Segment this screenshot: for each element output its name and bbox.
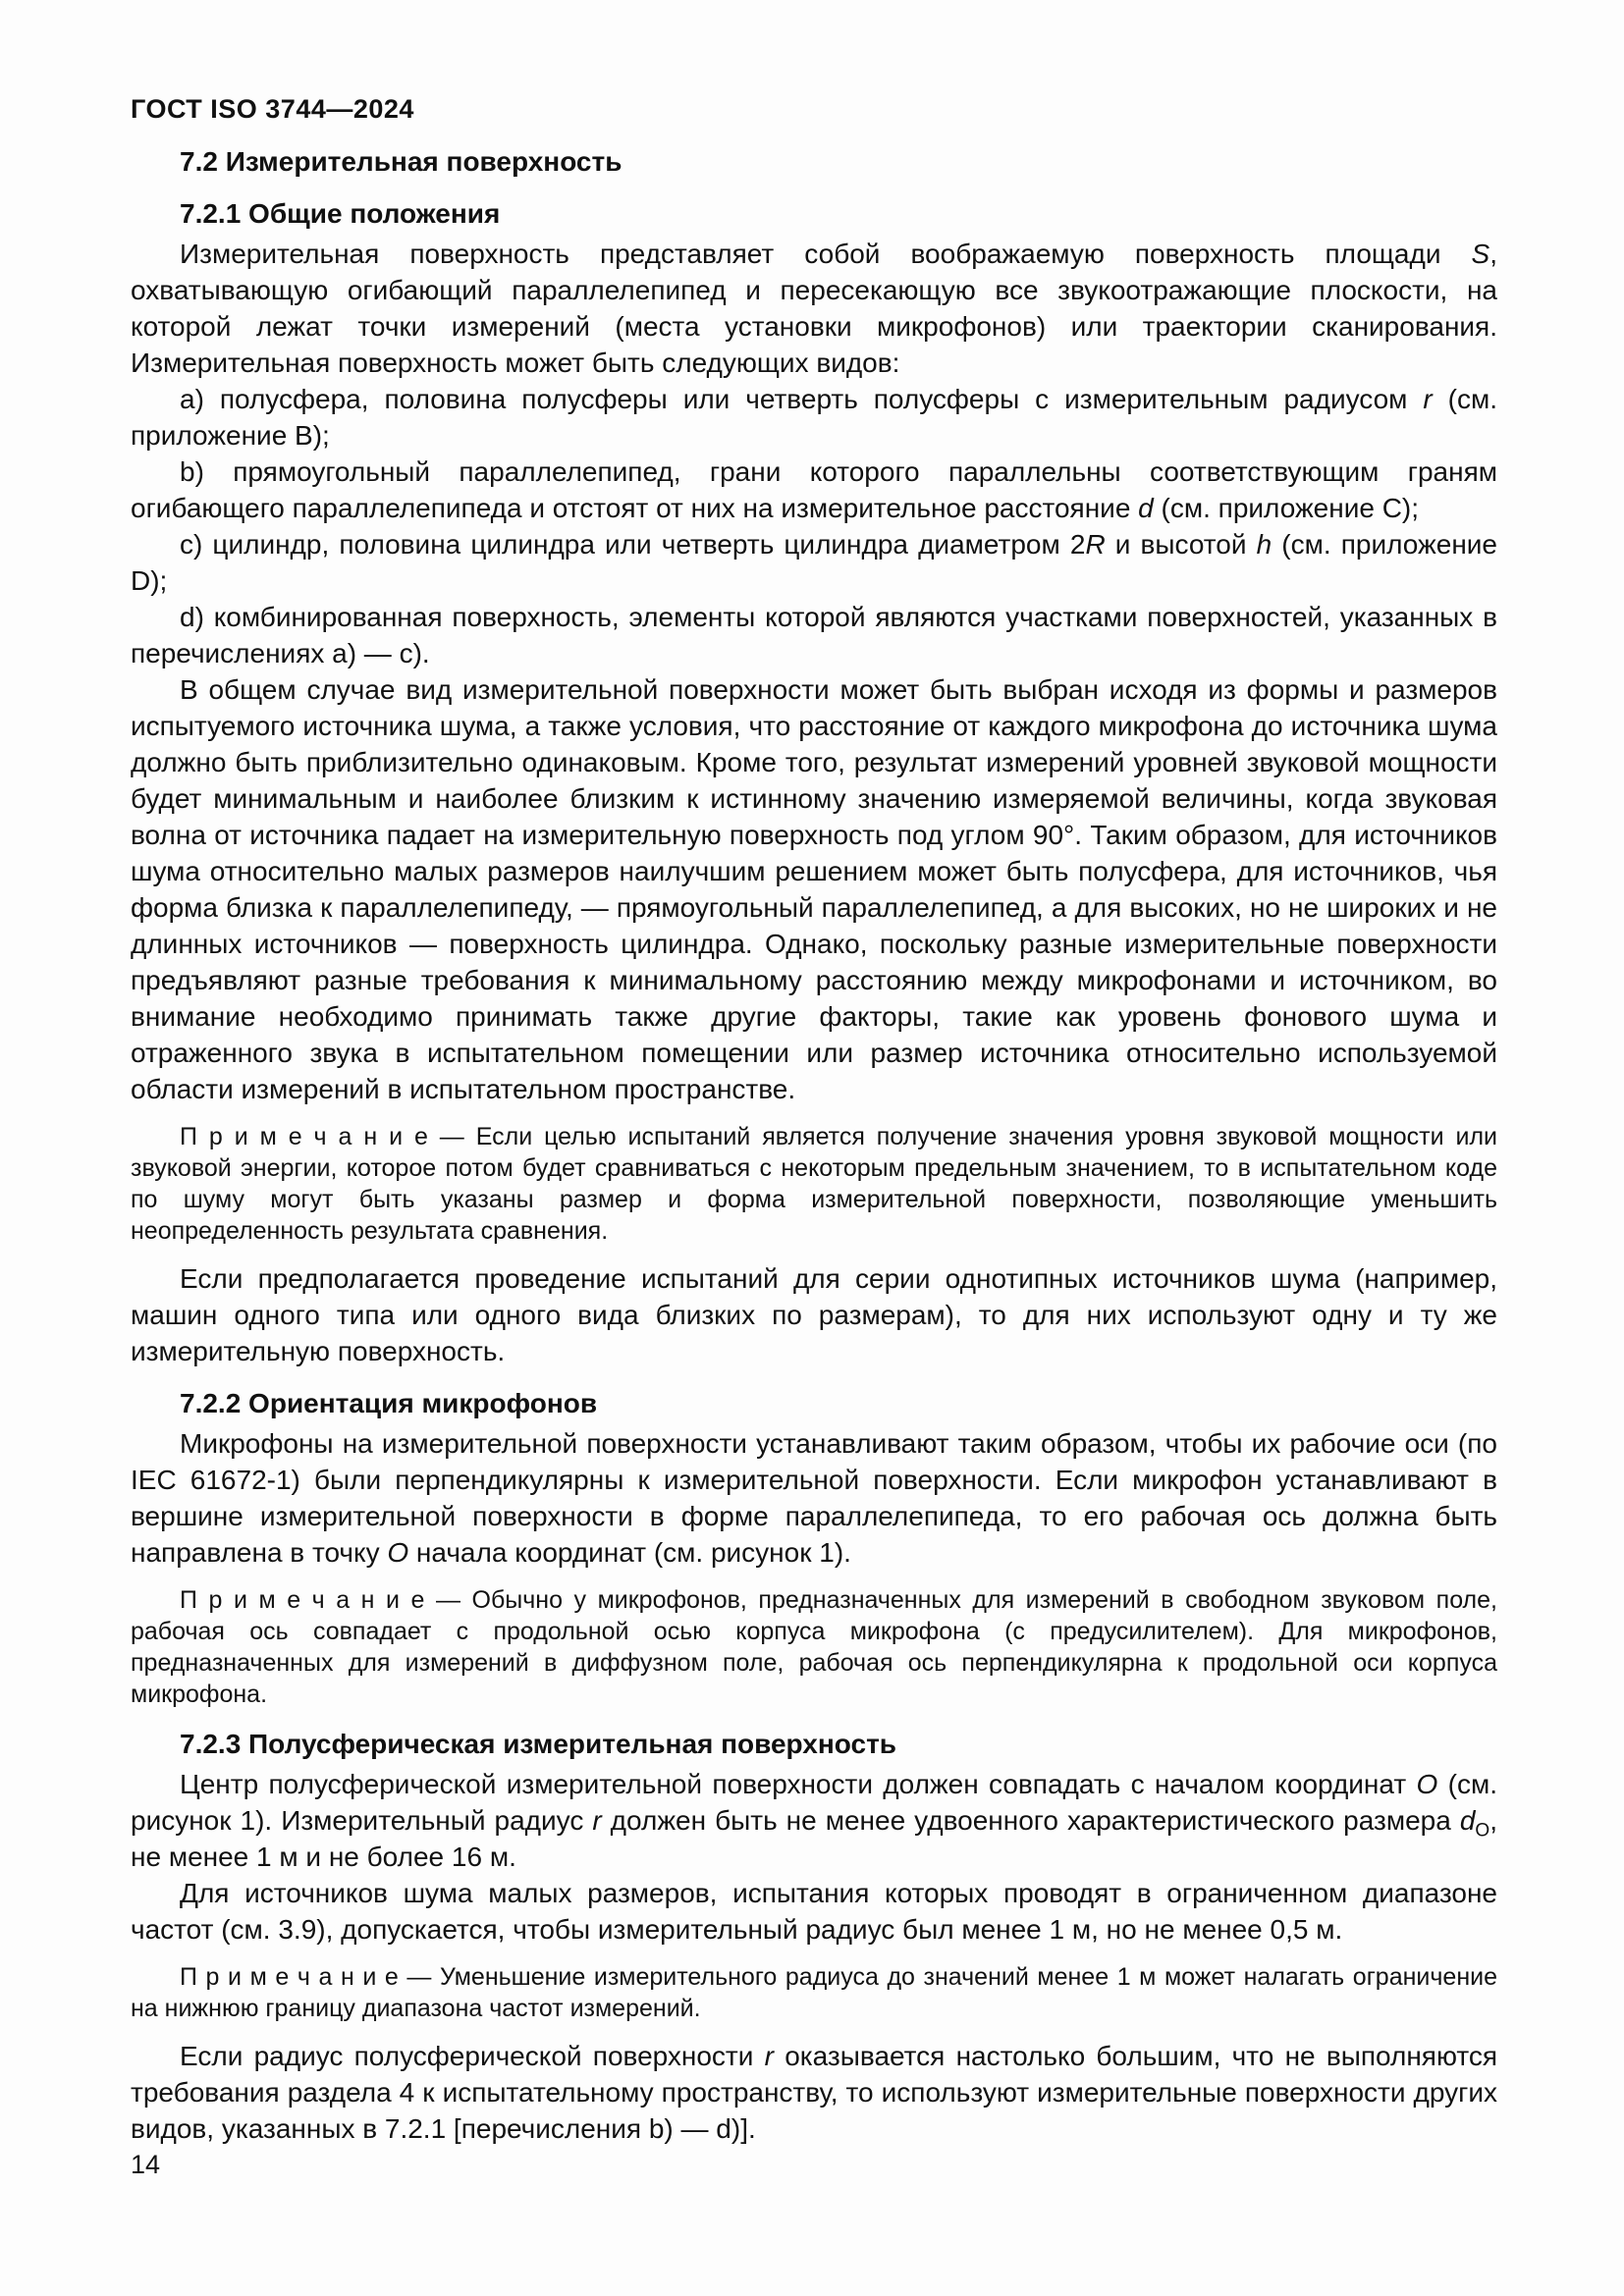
text-run: a) полусфера, половина полусферы или четверть полусферы с измерительным радиусом — [180, 384, 1424, 414]
text-run: O — [1475, 1820, 1490, 1842]
paragraph — [131, 1260, 1497, 1369]
text-run: c) цилиндр, половина цилиндра или четверть цилиндра диаметром 2 — [180, 529, 1086, 560]
paragraph — [131, 1875, 1497, 1948]
section-heading — [131, 195, 1497, 232]
text-run: П р и м е ч а н и е — Уменьшение измерительного радиуса до значений менее 1 м может налагать ограничение на нижнюю границу диапазона частот измерений. — [131, 1963, 1497, 2022]
text-run: r — [764, 2041, 774, 2071]
text-run: d — [1459, 1805, 1476, 1836]
text-run: R — [1085, 529, 1106, 560]
doc-number: ГОСТ ISO 3744—2024 — [131, 94, 414, 124]
paragraph — [131, 1766, 1497, 1875]
text-run: 7.2.2 Ориентация микрофонов — [180, 1388, 598, 1418]
text-run: и высотой — [1105, 529, 1257, 560]
text-run: В общем случае вид измерительной поверхности может быть выбран исходя из формы и размеров испытуемого источника шума, а также условия, что расстояние от каждого микрофона до источника шума должно быть приблизительно одинаковым. Кроме того, результат измерений уровней звуковой мощности будет минимальным и наиболее близким к истинному значению измеряемой величины, когда звуковая волна от источника падает на измерительную поверхность под углом 90°. Таким образом, для источников шума относительно малых размеров наилучшим решением может быть полусфера, для источников, чья форма близка к параллелепипеду, — прямоугольный параллелепипед, а для высоких, но не широких и не длинных источников — поверхность цилиндра. Однако, поскольку разные измерительные поверхности предъявляют разные требования к минимальному расстоянию между микрофонами и источником, во внимание необходимо принимать также другие факторы, такие как уровень фонового шума и отраженного звука в испытательном помещении или размер источника относительно используемой области измерений в испытательном пространстве. — [131, 674, 1497, 1104]
text-run: (см. рисунок 1). Измерительный радиус — [131, 1769, 1497, 1836]
text-run: оказывается настолько большим, что не выполняются требования раздела 4 к испытательному пространству, то используют измерительные поверхности других видов, указанных в 7.2.1 [перечисления b) — d)]. — [131, 2041, 1498, 2144]
text-run: 7.2.1 Общие положения — [180, 198, 501, 229]
paragraph — [131, 2038, 1497, 2147]
text-run: d — [1138, 493, 1154, 523]
text-run: (см. приложение C); — [1153, 493, 1420, 523]
text-run: П р и м е ч а н и е — Обычно у микрофонов, предназначенных для измерений в свободном звуковом поле, рабочая ось совпадает с продольной осью корпуса микрофона (с предусилителем). Для микрофонов, предназначенных для измерений в диффузном поле, рабочая ось перпендикулярна к продольной оси корпуса микрофона. — [131, 1586, 1497, 1708]
doc-header — [131, 94, 414, 125]
text-run: , не менее 1 м и не более 16 м. — [131, 1805, 1497, 1872]
text-run: r — [592, 1805, 602, 1836]
text-run: (см. приложение D); — [131, 529, 1498, 596]
note-paragraph — [131, 1961, 1497, 2024]
paragraph — [131, 599, 1497, 671]
text-run: d) комбинированная поверхность, элементы которой являются участками поверхностей, указанных в перечислениях a) — c). — [131, 602, 1497, 668]
paragraph — [131, 1425, 1497, 1571]
text-run: h — [1256, 529, 1272, 560]
text-run: , охватывающую огибающий параллелепипед и пересекающую все звукоотражающие плоскости, на которой лежат точки измерений (места установки микрофонов) или траектории сканирования. Измерительная поверхность может быть следующих видов: — [131, 239, 1497, 378]
section-heading — [131, 1385, 1497, 1421]
paragraph — [131, 236, 1497, 381]
text-run: Если предполагается проведение испытаний для серии однотипных источников шума (например, машин одного типа или одного вида близких по размерам), то для них используют одну и ту же измерительную поверхность. — [131, 1263, 1497, 1366]
paragraph — [131, 526, 1497, 599]
text-run: Для источников шума малых размеров, испытания которых проводят в ограниченном диапазоне частот (см. 3.9), допускается, чтобы измерительный радиус был менее 1 м, но не менее 0,5 м. — [131, 1878, 1497, 1945]
text-run: Измерительная поверхность представляет собой воображаемую поверхность площади — [180, 239, 1472, 269]
text-run: Микрофоны на измерительной поверхности устанавливают таким образом, чтобы их рабочие оси (по IEC 61672-1) были перпендикулярны к измерительной поверхности. Если микрофон устанавливают в вершине измерительной поверхности в форме параллелепипеда, то его рабочая ось должна быть направлена в точку — [131, 1428, 1497, 1568]
text-run: П р и м е ч а н и е — Если целью испытаний является получение значения уровня звуковой мощности или звуковой энергии, которое потом будет сравниваться с некоторым предельным значением, то в испытательном коде по шуму могут быть указаны размер и форма измерительной поверхности, позволяющие уменьшить неопределенность результата сравнения. — [131, 1123, 1497, 1245]
section-heading — [131, 1726, 1497, 1762]
text-run: O — [387, 1537, 409, 1568]
note-paragraph — [131, 1584, 1497, 1710]
text-run: Если радиус полусферической поверхности — [180, 2041, 765, 2071]
text-run: b) прямоугольный параллелепипед, грани которого параллельны соответствующим граням огибающего параллелепипеда и отстоят от них на измерительное расстояние — [131, 456, 1497, 523]
text-run: должен быть не менее удвоенного характеристического размера — [601, 1805, 1460, 1836]
section-heading — [131, 143, 1497, 180]
text-run: O — [1416, 1769, 1438, 1799]
text-run: 7.2 Измерительная поверхность — [180, 146, 623, 177]
page-number: 14 — [131, 2150, 161, 2179]
text-run: r — [1423, 384, 1433, 414]
paragraph — [131, 454, 1497, 526]
text-run: Центр полусферической измерительной поверхности должен совпадать с началом координат — [180, 1769, 1417, 1799]
text-run: S — [1471, 239, 1490, 269]
note-paragraph — [131, 1121, 1497, 1247]
document-content — [131, 143, 1497, 2147]
text-run: начала координат (см. рисунок 1). — [408, 1537, 851, 1568]
paragraph — [131, 381, 1497, 454]
text-run: (см. приложение B); — [131, 384, 1497, 451]
paragraph — [131, 671, 1497, 1107]
text-run: 7.2.3 Полусферическая измерительная поверхность — [180, 1729, 897, 1759]
